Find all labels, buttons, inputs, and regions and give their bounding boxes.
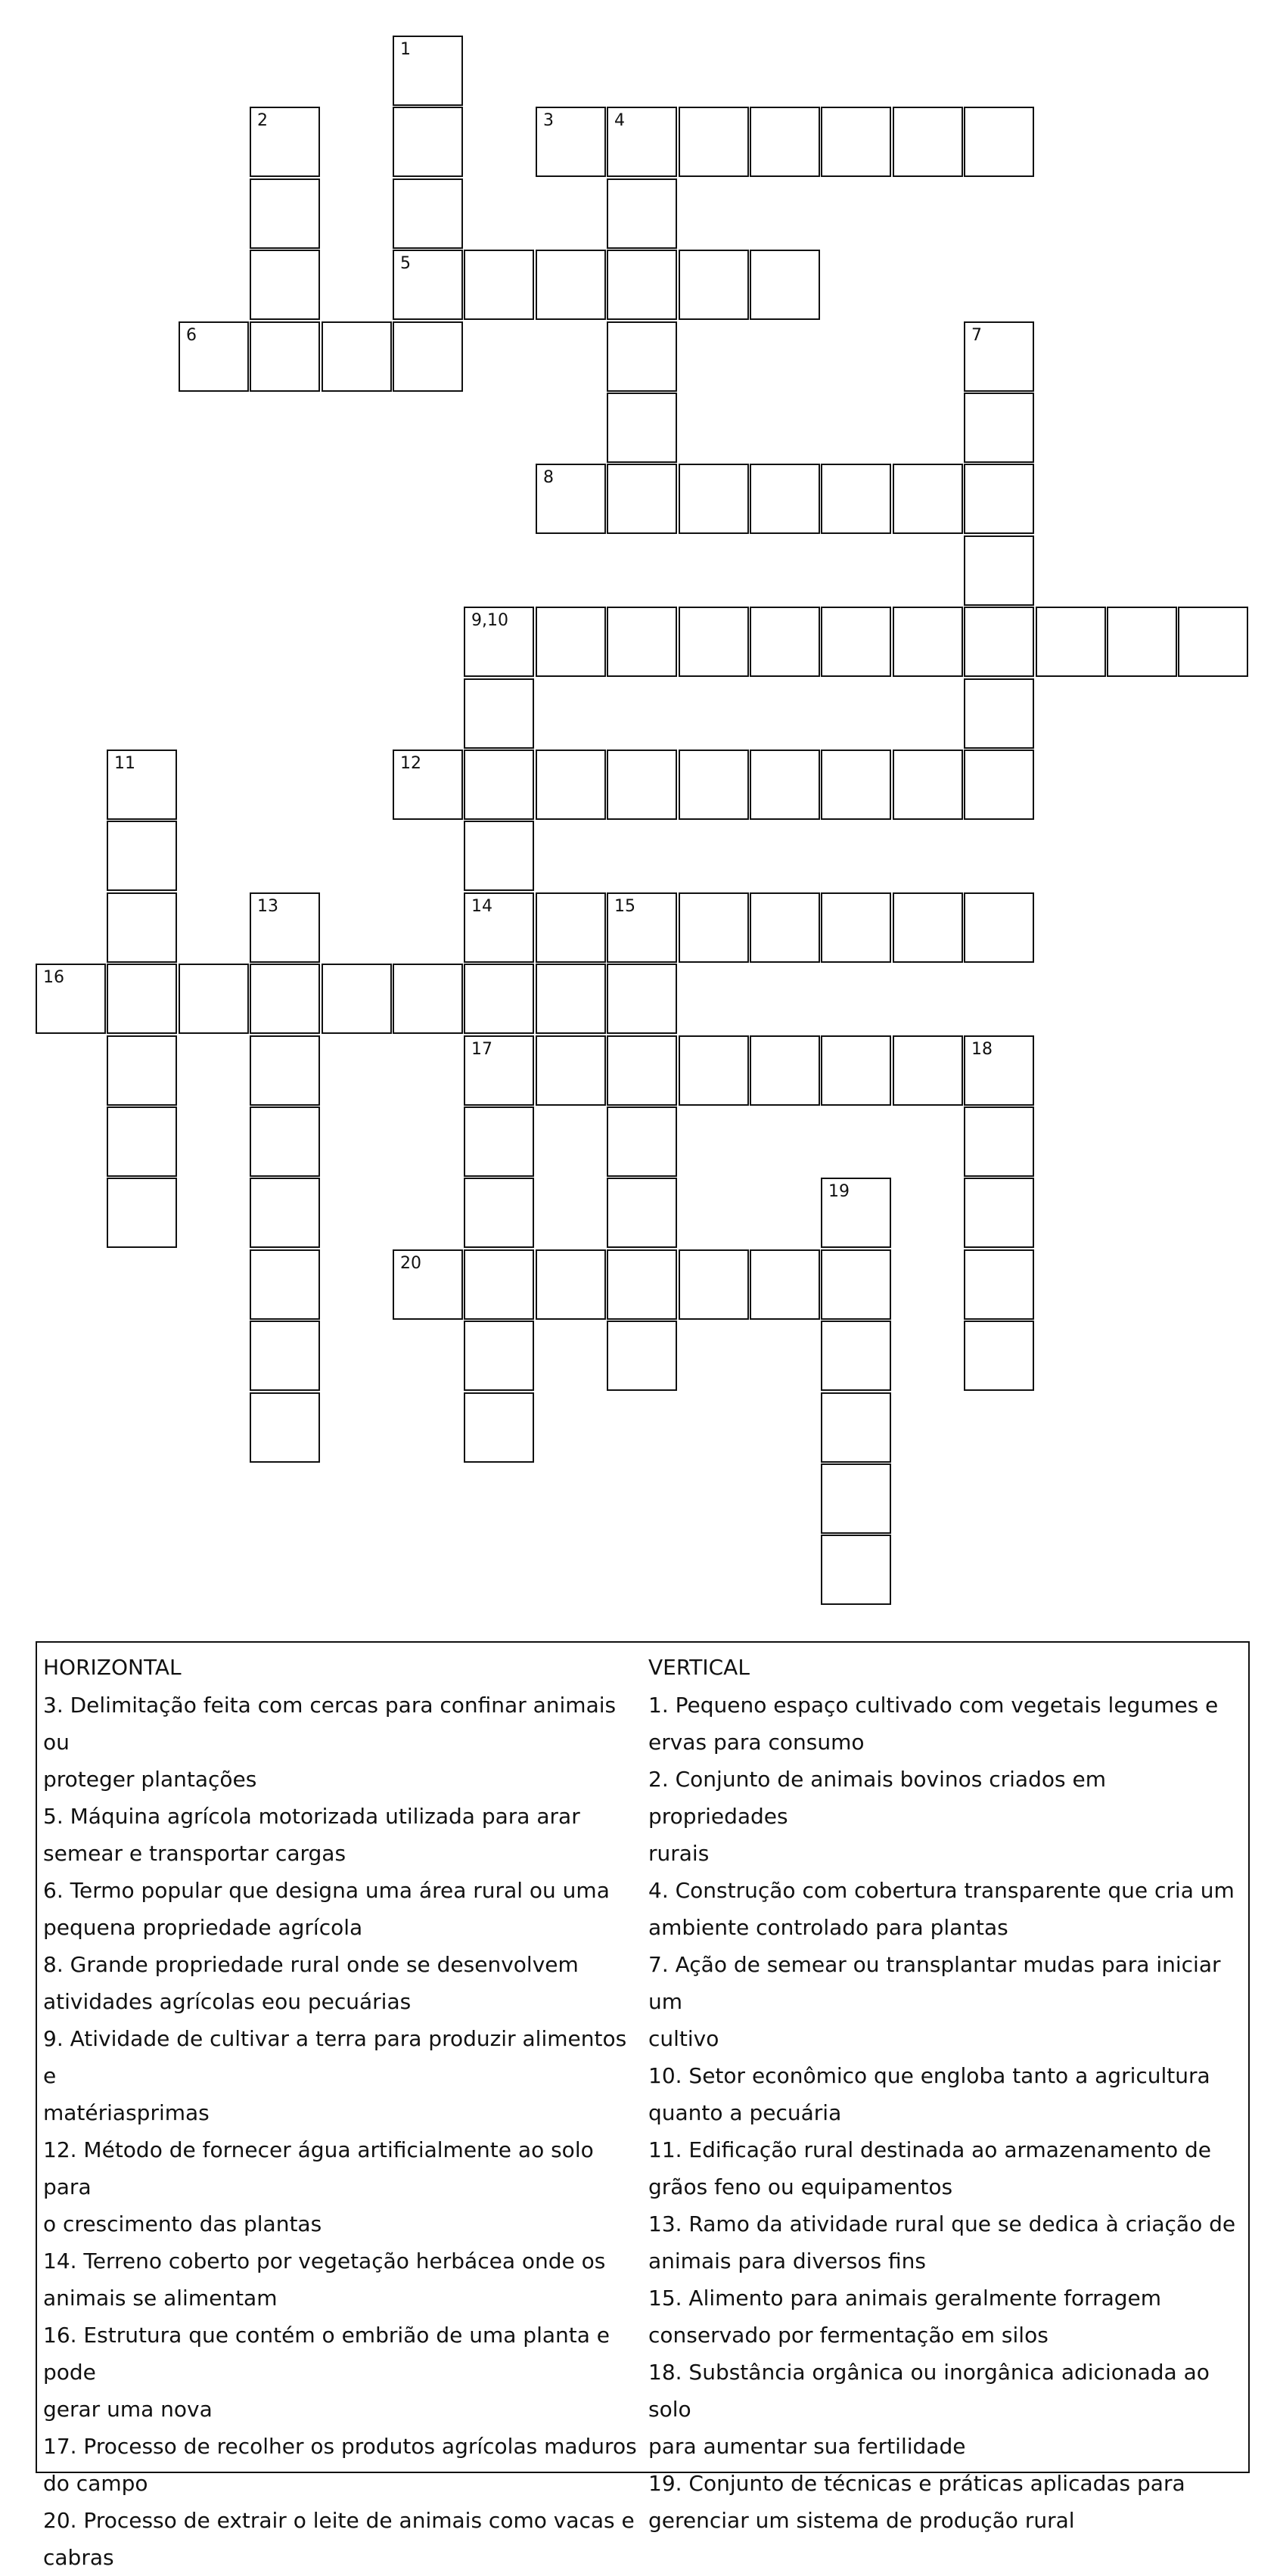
grid-cell[interactable] (964, 892, 1034, 963)
grid-cell[interactable] (750, 750, 820, 820)
grid-cell[interactable] (393, 1249, 463, 1320)
grid-cell[interactable] (964, 1178, 1034, 1248)
grid-cell[interactable] (964, 1321, 1034, 1391)
grid-cell[interactable] (679, 464, 749, 534)
clue-line: do campo (43, 2471, 148, 2496)
grid-cell[interactable] (107, 821, 177, 891)
grid-cell[interactable] (607, 1178, 677, 1248)
clue-line: quanto a pecuária (648, 2100, 842, 2125)
grid-cell[interactable] (250, 321, 320, 392)
grid-cell[interactable] (607, 1106, 677, 1177)
clue-number: 14 (471, 897, 492, 916)
grid-cell[interactable] (607, 1035, 677, 1106)
grid-cell[interactable] (393, 750, 463, 820)
grid-cell[interactable] (464, 1178, 534, 1248)
grid-cell[interactable] (964, 393, 1034, 463)
grid-cell[interactable] (893, 107, 963, 177)
grid-cell[interactable] (536, 250, 606, 320)
grid-cell[interactable] (607, 964, 677, 1034)
grid-cell[interactable] (821, 1535, 891, 1605)
horizontal-clues (43, 1649, 641, 2576)
clue-line: 16. Estrutura que contém o embrião de uma planta e pode (43, 2323, 610, 2385)
clue-number: 2 (257, 111, 268, 130)
grid-cell[interactable] (464, 250, 534, 320)
grid-cell[interactable] (821, 1392, 891, 1463)
clue-number: 19 (828, 1182, 850, 1201)
grid-cell[interactable] (179, 321, 249, 392)
clue-line: 18. Substância orgânica ou inorgânica adicionada ao solo (648, 2360, 1210, 2422)
clue-line: 12. Método de fornecer água artificialmente ao solo para (43, 2137, 594, 2199)
grid-cell[interactable] (679, 750, 749, 820)
grid-cell[interactable] (750, 1035, 820, 1106)
clue-number: 15 (614, 897, 635, 916)
grid-cell[interactable] (607, 107, 677, 177)
clue-number: 13 (257, 897, 278, 916)
grid-cell[interactable] (607, 1321, 677, 1391)
grid-cell[interactable] (536, 1249, 606, 1320)
clue-number: 9,10 (471, 611, 508, 630)
grid-cell[interactable] (250, 178, 320, 249)
vertical-heading: VERTICAL (648, 1655, 750, 1680)
grid-cell[interactable] (750, 892, 820, 963)
grid-cell[interactable] (964, 1249, 1034, 1320)
grid-cell[interactable] (821, 750, 891, 820)
grid-cell[interactable] (393, 178, 463, 249)
grid-cell[interactable] (107, 1178, 177, 1248)
clue-line: gerar uma nova (43, 2397, 213, 2422)
grid-cell[interactable] (536, 607, 606, 677)
clue-line: 3. Delimitação feita com cercas para confinar animais ou (43, 1693, 617, 1755)
grid-cell[interactable] (536, 750, 606, 820)
clue-line: 15. Alimento para animais geralmente forragem (648, 2286, 1162, 2311)
grid-cell[interactable] (464, 1321, 534, 1391)
clue-line: 4. Construção com cobertura transparente que cria um (648, 1878, 1235, 1903)
grid-cell[interactable] (464, 1392, 534, 1463)
grid-cell[interactable] (821, 1249, 891, 1320)
grid-cell[interactable] (250, 1035, 320, 1106)
clue-number: 6 (186, 326, 197, 345)
grid-cell[interactable] (893, 892, 963, 963)
clue-number: 16 (43, 968, 64, 987)
grid-cell[interactable] (36, 964, 106, 1034)
grid-cell[interactable] (750, 107, 820, 177)
clue-line: animais para diversos fins (648, 2249, 926, 2273)
clue-line: para aumentar sua fertilidade (648, 2434, 966, 2459)
grid-cell[interactable] (750, 1249, 820, 1320)
grid-cell[interactable] (393, 321, 463, 392)
grid-cell[interactable] (964, 535, 1034, 606)
clue-line: 8. Grande propriedade rural onde se desenvolvem (43, 1952, 579, 1977)
clue-line: cultivo (648, 2026, 719, 2051)
vertical-clues (648, 1649, 1246, 2539)
grid-cell[interactable] (464, 1106, 534, 1177)
grid-cell[interactable] (964, 107, 1034, 177)
grid-cell[interactable] (679, 1249, 749, 1320)
grid-cell[interactable] (607, 1249, 677, 1320)
grid-cell[interactable] (250, 250, 320, 320)
clue-line: 19. Conjunto de técnicas e práticas aplicadas para (648, 2471, 1185, 2496)
grid-cell[interactable] (107, 1106, 177, 1177)
clue-number: 1 (400, 40, 411, 59)
grid-cell[interactable] (821, 1178, 891, 1248)
grid-cell[interactable] (250, 964, 320, 1034)
grid-cell[interactable] (464, 678, 534, 749)
grid-cell[interactable] (250, 107, 320, 177)
clue-line: rurais (648, 1841, 710, 1866)
grid-cell[interactable] (821, 1321, 891, 1391)
grid-cell[interactable] (464, 750, 534, 820)
clue-line: proteger plantações (43, 1767, 257, 1792)
grid-cell[interactable] (750, 607, 820, 677)
clue-line: 13. Ramo da atividade rural que se dedica à criação de (648, 2211, 1236, 2236)
grid-cell[interactable] (964, 464, 1034, 534)
clue-line: 9. Atividade de cultivar a terra para produzir alimentos e (43, 2026, 627, 2088)
grid-cell[interactable] (107, 964, 177, 1034)
grid-cell[interactable] (679, 107, 749, 177)
grid-cell[interactable] (964, 678, 1034, 749)
grid-cell[interactable] (464, 964, 534, 1034)
grid-cell[interactable] (393, 964, 463, 1034)
grid-cell[interactable] (821, 464, 891, 534)
clue-number: 17 (471, 1040, 492, 1059)
grid-cell[interactable] (464, 892, 534, 963)
grid-cell[interactable] (536, 892, 606, 963)
clue-line: 2. Conjunto de animais bovinos criados em propriedades (648, 1767, 1106, 1829)
grid-cell[interactable] (607, 750, 677, 820)
clue-line: animais se alimentam (43, 2286, 278, 2311)
grid-cell[interactable] (536, 1035, 606, 1106)
clue-number: 20 (400, 1254, 421, 1273)
grid-cell[interactable] (893, 750, 963, 820)
grid-cell[interactable] (322, 964, 392, 1034)
grid-cell[interactable] (1036, 607, 1106, 677)
clue-number: 11 (114, 754, 135, 773)
grid-cell[interactable] (964, 607, 1034, 677)
grid-cell[interactable] (393, 36, 463, 106)
grid-cell[interactable] (679, 892, 749, 963)
clue-number: 3 (543, 111, 554, 130)
grid-cell[interactable] (821, 107, 891, 177)
grid-cell[interactable] (250, 1321, 320, 1391)
grid-cell[interactable] (250, 1249, 320, 1320)
clue-line: 14. Terreno coberto por vegetação herbácea onde os (43, 2249, 606, 2273)
clue-number: 18 (971, 1040, 993, 1059)
grid-cell[interactable] (607, 250, 677, 320)
grid-cell[interactable] (821, 892, 891, 963)
grid-cell[interactable] (464, 821, 534, 891)
grid-cell[interactable] (821, 607, 891, 677)
clue-line: o crescimento das plantas (43, 2211, 322, 2236)
grid-cell[interactable] (1107, 607, 1177, 677)
clue-line: 17. Processo de recolher os produtos agrícolas maduros (43, 2434, 637, 2459)
grid-cell[interactable] (821, 1463, 891, 1534)
grid-cell[interactable] (964, 750, 1034, 820)
grid-cell[interactable] (250, 1106, 320, 1177)
grid-cell[interactable] (250, 892, 320, 963)
clue-line: 5. Máquina agrícola motorizada utilizada para arar (43, 1804, 580, 1829)
grid-cell[interactable] (964, 1106, 1034, 1177)
grid-cell[interactable] (893, 1035, 963, 1106)
grid-cell[interactable] (464, 607, 534, 677)
clues-box (36, 1641, 1250, 2570)
clue-line: 10. Setor econômico que engloba tanto a agricultura (648, 2063, 1210, 2088)
grid-cell[interactable] (679, 1035, 749, 1106)
grid-cell[interactable] (893, 464, 963, 534)
grid-cell[interactable] (607, 321, 677, 392)
clue-line: 20. Processo de extrair o leite de animais como vacas e (43, 2508, 635, 2533)
grid-cell[interactable] (107, 750, 177, 820)
grid-cell[interactable] (964, 321, 1034, 392)
clue-number: 8 (543, 468, 554, 487)
clue-line: 6. Termo popular que designa uma área rural ou uma (43, 1878, 610, 1903)
clue-line: ambiente controlado para plantas (648, 1915, 1008, 1940)
grid-cell[interactable] (536, 464, 606, 534)
grid-cell[interactable] (964, 1035, 1034, 1106)
clue-line: cabras (43, 2545, 114, 2570)
clue-number: 4 (614, 111, 625, 130)
grid-cell[interactable] (464, 1035, 534, 1106)
grid-cell[interactable] (679, 250, 749, 320)
grid-cell[interactable] (107, 892, 177, 963)
clue-line: 1. Pequeno espaço cultivado com vegetais legumes e (648, 1693, 1219, 1718)
horizontal-heading: HORIZONTAL (43, 1655, 182, 1680)
grid-cell[interactable] (607, 892, 677, 963)
grid-cell[interactable] (179, 964, 249, 1034)
clue-line: pequena propriedade agrícola (43, 1915, 363, 1940)
grid-cell[interactable] (750, 250, 820, 320)
grid-cell[interactable] (393, 250, 463, 320)
grid-cell[interactable] (250, 1392, 320, 1463)
grid-cell[interactable] (750, 464, 820, 534)
grid-cell[interactable] (893, 607, 963, 677)
clue-number: 5 (400, 254, 411, 273)
grid-cell[interactable] (607, 178, 677, 249)
clue-number: 12 (400, 754, 421, 773)
grid-cell[interactable] (107, 1035, 177, 1106)
clue-line: conservado por fermentação em silos (648, 2323, 1049, 2348)
grid-cell[interactable] (1178, 607, 1248, 677)
grid-cell[interactable] (607, 607, 677, 677)
clue-line: grãos feno ou equipamentos (648, 2174, 953, 2199)
grid-cell[interactable] (393, 107, 463, 177)
grid-cell[interactable] (250, 1178, 320, 1248)
clue-line: matériasprimas (43, 2100, 210, 2125)
clue-line: semear e transportar cargas (43, 1841, 346, 1866)
grid-cell[interactable] (607, 464, 677, 534)
grid-cell[interactable] (536, 107, 606, 177)
grid-cell[interactable] (607, 393, 677, 463)
clue-line: 7. Ação de semear ou transplantar mudas para iniciar um (648, 1952, 1221, 2014)
clue-line: gerenciar um sistema de produção rural (648, 2508, 1075, 2533)
grid-cell[interactable] (536, 964, 606, 1034)
clue-line: 11. Edificação rural destinada ao armazenamento de (648, 2137, 1212, 2162)
clue-line: ervas para consumo (648, 1730, 865, 1755)
grid-cell[interactable] (679, 607, 749, 677)
grid-cell[interactable] (821, 1035, 891, 1106)
clue-number: 7 (971, 326, 982, 345)
grid-cell[interactable] (322, 321, 392, 392)
grid-cell[interactable] (464, 1249, 534, 1320)
clue-line: atividades agrícolas eou pecuárias (43, 1989, 412, 2014)
